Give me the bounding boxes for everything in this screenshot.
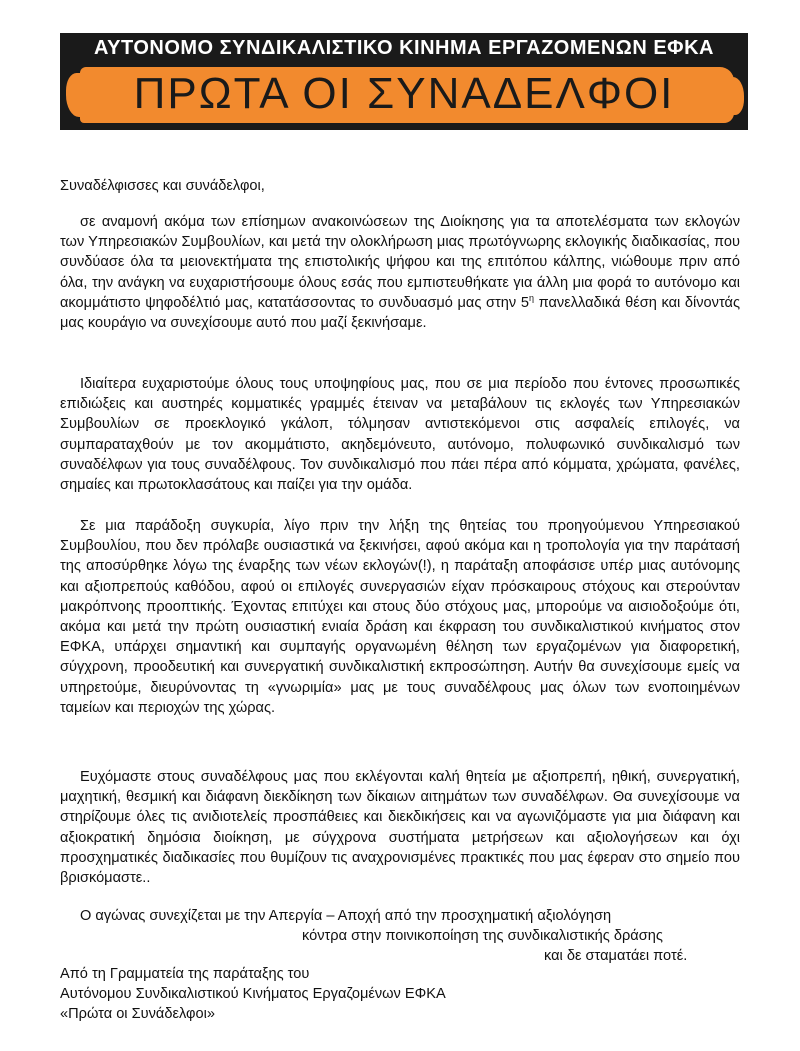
closing-line-3: και δε σταματάει ποτέ. [544,948,688,965]
paragraph-2: Ιδιαίτερα ευχαριστούμε όλους τους υποψηφίους μας, που σε μια περίοδο που έντονες προσωπικές επιδιώξεις και αυστηρές κομματικές γραμμές έτειναν να μεταβάλουν τις εκλογές των Υπηρεσιακών Συμβουλίων σε προεκλογικό γκάλοπ, τόλμησαν αντιστεκόμενοι στις ασφαλείς επιλογές, να συμπαραταχθούν με τον ακομμάτιστο, ακηδεμόνευτο, αυτόνομο, πολυφωνικό συνδικαλισμό των συναδέλφων για τους συναδέλφους. Τον συνδικαλισμό που πάει πέρα από κόμματα, χρώματα, φανέλες, σημαίες και πρωτοκλασάτους και παίζει για την ομάδα. [60,376,740,494]
organization-name: ΑΥΤΟΝΟΜΟ ΣΥΝΔΙΚΑΛΙΣΤΙΚΟ ΚΙΝΗΜΑ ΕΡΓΑΖΟΜΕΝΩΝ ΕΦΚΑ [94,37,714,59]
greeting: Συναδέλφισσες και συνάδελφοι, [60,178,265,194]
header-banner [60,33,748,130]
ordinal-superscript: η [528,292,534,303]
signature-line-1: Από τη Γραμματεία της παράταξης του [60,966,310,982]
paragraph-4: Ευχόμαστε στους συναδέλφους μας που εκλέγονται καλή θητεία με αξιοπρεπή, ηθική, συνεργατική, μαχητική, θεσμική και διάφανη διεκδίκηση των δίκαιων αιτημάτων των συναδέλφων. Θα συνεχίσουμε να στηρίζουμε όλες τις ανιδιοτελείς προσπάθειες και διεκδικήσεις και να αγωνιζόμαστε για μια διάφανη και αξιοκρατική δημόσια διοίκηση, με σύγχρονα συστήματα μετρήσεων και αξιολογήσεων και όχι προσχηματικές διαδικασίες που θυμίζουν τις αναχρονισμένες πρακτικές που μας έφεραν στο σημείο που βρισκόμαστε.. [60,769,740,887]
signature-block [60,964,740,1024]
closing-statement [60,906,740,967]
closing-line-1: Ο αγώνας συνεχίζεται με την Απεργία – Αποχή από την προσχηματική αξιολόγηση [80,908,612,924]
paragraph-3: Σε μια παράδοξη συγκυρία, λίγο πριν την λήξη της θητείας του προηγούμενου Υπηρεσιακού Συμβουλίου, που δεν πρόλαβε ουσιαστικά να ξεκινήσει, αφού ακόμα και η τροπολογία για την παράτασή της αποσύρθηκε λόγω της έναρξης των νέων εκλογών(!), η παράταξη αποφάσισε υπέρ μιας αυτόνομης και αξιοπρεπούς καθόδου, αφού οι επιλογές συνεργασιών είχαν πρόσκαιρους στόχους και στερούνταν μακρόπνοης προοπτικής. Έχοντας επιτύχει και στους δύο στόχους μας, μπορούμε να αισιοδοξούμε ότι, ακόμα και μετά την πρώτη ουσιαστική ενιαία δράση και έκφραση του συνδικαλιστικού κινήματος στον ΕΦΚΑ, υπάρχει σημαντική και συμπαγής οργανωμένη θέληση των εργαζομένων για διαφορετική, σύγχρονη, προοδευτική και συνεργατική συνδικαλιστική εκπροσώπηση. Αυτήν θα συνεχίσουμε εμείς να υπηρετούμε, διευρύνοντας τη «γνωριμία» μας με τους συναδέλφους μας όλων των ενοποιημένων ταμείων και περιοχών της χώρας. [60,518,740,716]
signature-line-3: «Πρώτα οι Συνάδελφοι» [60,1006,215,1022]
paragraph-1-text-end: πανελλαδικά θέση και δίνοντάς μας κουράγιο να συνεχίσουμε αυτό που μαζί ξεκινήσαμε. [60,294,740,332]
paragraph-1-text: σε αναμονή ακόμα των επίσημων ανακοινώσεων της Διοίκησης για τα αποτελέσματα των εκλογών των Υπηρεσιακών Συμβουλίων, και μετά την ολοκλήρωση μιας πρωτόγνωρης εκλογικής διαδικασίας, που συνδύασε όλα τα μειονεκτήματα της επιστολικής ψήφου και της επιτόπου κάλπης, νιώθουμε πριν από όλα, την ανάγκη να ευχαριστήσουμε όλους εσάς που εμπιστευθήκατε για άλλη μια φορά το αυτόνομο και ακομμάτιστο ψηφοδέλτιό μας, κατατάσσοντας το συνδυασμό μας στην 5 [60,214,740,311]
signature-line-2: Αυτόνομου Συνδικαλιστικού Κινήματος Εργαζομένων ΕΦΚΑ [60,986,446,1002]
paragraph-1 [60,212,740,333]
closing-line-2: κόντρα στην ποινικοποίηση της συνδικαλιστικής δράσης [302,928,663,945]
banner-title: ΠΡΩΤΑ ΟΙ ΣΥΝΑΔΕΛΦΟΙ [133,69,675,118]
